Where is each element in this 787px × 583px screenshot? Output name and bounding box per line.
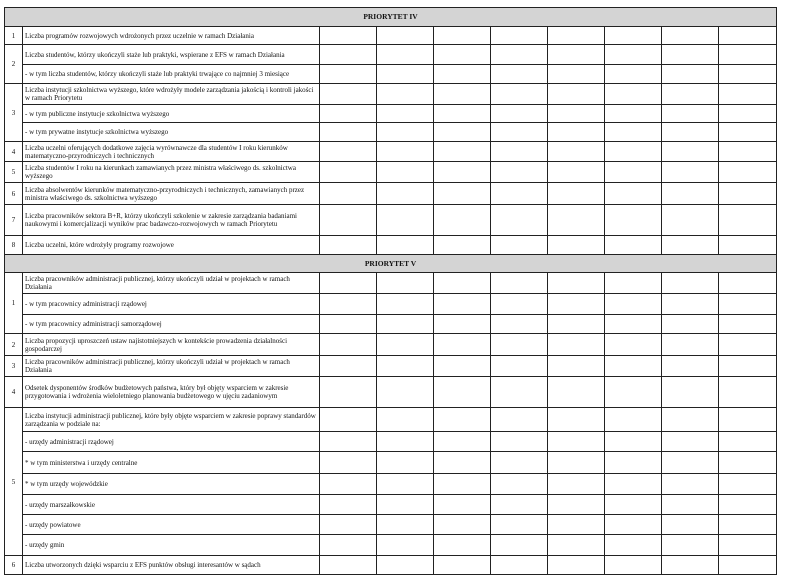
value-cell[interactable] <box>605 408 662 432</box>
indicator-subitem: - w tym pracownicy administracji samorządowej <box>23 315 320 334</box>
value-cell[interactable] <box>320 356 377 377</box>
table-row <box>5 474 777 495</box>
indicator-number: 4 <box>5 377 23 408</box>
value-cell[interactable] <box>320 65 377 84</box>
value-cell[interactable] <box>491 162 548 183</box>
value-cell[interactable] <box>548 432 605 452</box>
value-cell[interactable] <box>662 65 719 84</box>
value-cell[interactable] <box>719 495 777 515</box>
value-cell[interactable] <box>491 27 548 45</box>
value-cell[interactable] <box>377 515 434 535</box>
indicator-number: 4 <box>5 142 23 162</box>
value-cell[interactable] <box>605 452 662 474</box>
value-cell[interactable] <box>434 556 491 575</box>
value-cell[interactable] <box>434 65 491 84</box>
value-cell[interactable] <box>377 452 434 474</box>
value-cell[interactable] <box>377 356 434 377</box>
value-cell[interactable] <box>320 474 377 495</box>
value-cell[interactable] <box>320 205 377 236</box>
indicator-description: Liczba propozycji uproszczeń ustaw najistotniejszych w kontekście prowadzenia działalności gospodarczej <box>23 334 320 356</box>
table-row <box>5 452 777 474</box>
indicator-subitem: - urzędy powiatowe <box>23 515 320 535</box>
value-cell[interactable] <box>548 142 605 162</box>
value-cell[interactable] <box>605 84 662 105</box>
value-cell[interactable] <box>662 105 719 123</box>
indicator-number: 3 <box>5 356 23 377</box>
value-cell[interactable] <box>320 183 377 205</box>
value-cell[interactable] <box>605 515 662 535</box>
value-cell[interactable] <box>605 356 662 377</box>
value-cell[interactable] <box>491 515 548 535</box>
value-cell[interactable] <box>320 334 377 356</box>
value-cell[interactable] <box>434 236 491 255</box>
value-cell[interactable] <box>491 408 548 432</box>
value-cell[interactable] <box>548 123 605 142</box>
value-cell[interactable] <box>605 315 662 334</box>
value-cell[interactable] <box>662 45 719 65</box>
value-cell[interactable] <box>719 377 777 408</box>
value-cell[interactable] <box>377 432 434 452</box>
value-cell[interactable] <box>605 123 662 142</box>
value-cell[interactable] <box>548 273 605 294</box>
section-title: PRIORYTET V <box>5 255 777 273</box>
value-cell[interactable] <box>605 556 662 575</box>
indicator-subitem: - urzędy administracji rządowej <box>23 432 320 452</box>
value-cell[interactable] <box>548 452 605 474</box>
table-row <box>5 205 777 236</box>
value-cell[interactable] <box>434 474 491 495</box>
value-cell[interactable] <box>434 408 491 432</box>
value-cell[interactable] <box>320 273 377 294</box>
value-cell[interactable] <box>548 315 605 334</box>
value-cell[interactable] <box>377 105 434 123</box>
table-row <box>5 27 777 45</box>
value-cell[interactable] <box>662 123 719 142</box>
value-cell[interactable] <box>434 294 491 315</box>
value-cell[interactable] <box>605 45 662 65</box>
value-cell[interactable] <box>434 105 491 123</box>
indicator-description: Liczba uczelni, które wdrożyły programy rozwojowe <box>23 236 320 255</box>
value-cell[interactable] <box>320 27 377 45</box>
indicator-description: Liczba studentów, którzy ukończyli staże lub praktyki, wspierane z EFS w ramach Działania <box>23 45 320 65</box>
value-cell[interactable] <box>491 452 548 474</box>
value-cell[interactable] <box>662 294 719 315</box>
indicator-subitem: - w tym publiczne instytucje szkolnictwa wyższego <box>23 105 320 123</box>
table-row <box>5 142 777 162</box>
value-cell[interactable] <box>719 315 777 334</box>
value-cell[interactable] <box>662 377 719 408</box>
indicator-description: Liczba programów rozwojowych wdrożonych przez uczelnie w ramach Działania <box>23 27 320 45</box>
value-cell[interactable] <box>605 535 662 556</box>
value-cell[interactable] <box>491 432 548 452</box>
value-cell[interactable] <box>434 183 491 205</box>
value-cell[interactable] <box>377 236 434 255</box>
value-cell[interactable] <box>548 27 605 45</box>
value-cell[interactable] <box>548 105 605 123</box>
value-cell[interactable] <box>548 65 605 84</box>
value-cell[interactable] <box>719 105 777 123</box>
indicator-number: 8 <box>5 236 23 255</box>
value-cell[interactable] <box>491 334 548 356</box>
indicator-description: Liczba pracowników sektora B+R, którzy ukończyli szkolenie w zakresie zarządzania badaniami naukowymi i komercjalizacji wyników prac badawczo-rozwojowych w ramach Priorytetu <box>23 205 320 236</box>
value-cell[interactable] <box>377 334 434 356</box>
value-cell[interactable] <box>605 162 662 183</box>
value-cell[interactable] <box>491 315 548 334</box>
value-cell[interactable] <box>548 535 605 556</box>
value-cell[interactable] <box>320 45 377 65</box>
value-cell[interactable] <box>548 356 605 377</box>
value-cell[interactable] <box>662 236 719 255</box>
value-cell[interactable] <box>434 123 491 142</box>
value-cell[interactable] <box>662 183 719 205</box>
value-cell[interactable] <box>434 495 491 515</box>
value-cell[interactable] <box>548 408 605 432</box>
value-cell[interactable] <box>491 294 548 315</box>
value-cell[interactable] <box>320 515 377 535</box>
value-cell[interactable] <box>662 273 719 294</box>
indicator-description: Liczba absolwentów kierunków matematyczno-przyrodniczych i technicznych, zamawianych przez ministra właściwego ds. szkolnictwa wyższego <box>23 183 320 205</box>
value-cell[interactable] <box>548 84 605 105</box>
value-cell[interactable] <box>377 65 434 84</box>
value-cell[interactable] <box>719 535 777 556</box>
table-row <box>5 432 777 452</box>
value-cell[interactable] <box>662 162 719 183</box>
table-row <box>5 45 777 65</box>
value-cell[interactable] <box>320 535 377 556</box>
value-cell[interactable] <box>719 515 777 535</box>
value-cell[interactable] <box>377 535 434 556</box>
table-row <box>5 183 777 205</box>
section-title: PRIORYTET IV <box>5 8 777 27</box>
value-cell[interactable] <box>662 432 719 452</box>
value-cell[interactable] <box>434 515 491 535</box>
value-cell[interactable] <box>377 495 434 515</box>
value-cell[interactable] <box>320 162 377 183</box>
value-cell[interactable] <box>605 236 662 255</box>
value-cell[interactable] <box>320 236 377 255</box>
value-cell[interactable] <box>548 556 605 575</box>
value-cell[interactable] <box>320 452 377 474</box>
value-cell[interactable] <box>719 205 777 236</box>
indicator-number: 3 <box>5 84 23 142</box>
value-cell[interactable] <box>377 377 434 408</box>
indicator-description: Liczba instytucji szkolnictwa wyższego, które wdrożyły modele zarządzania jakością i kontroli jakości w ramach Priorytetu <box>23 84 320 105</box>
value-cell[interactable] <box>719 123 777 142</box>
value-cell[interactable] <box>719 162 777 183</box>
indicator-table <box>4 7 777 575</box>
section-header-row <box>5 255 777 273</box>
indicator-description: Liczba studentów I roku na kierunkach zamawianych przez ministra właściwego ds. szkolnictwa wyższego <box>23 162 320 183</box>
table-row <box>5 105 777 123</box>
value-cell[interactable] <box>548 377 605 408</box>
value-cell[interactable] <box>491 377 548 408</box>
value-cell[interactable] <box>719 432 777 452</box>
value-cell[interactable] <box>719 84 777 105</box>
table-row <box>5 377 777 408</box>
indicator-number: 5 <box>5 162 23 183</box>
value-cell[interactable] <box>605 205 662 236</box>
value-cell[interactable] <box>320 495 377 515</box>
value-cell[interactable] <box>662 27 719 45</box>
value-cell[interactable] <box>491 123 548 142</box>
value-cell[interactable] <box>377 556 434 575</box>
value-cell[interactable] <box>605 142 662 162</box>
value-cell[interactable] <box>719 556 777 575</box>
indicator-description: Liczba utworzonych dzięki wsparciu z EFS punktów obsługi interesantów w sądach <box>23 556 320 575</box>
value-cell[interactable] <box>320 408 377 432</box>
value-cell[interactable] <box>662 315 719 334</box>
indicator-number: 6 <box>5 183 23 205</box>
table-row <box>5 495 777 515</box>
table-row <box>5 273 777 294</box>
value-cell[interactable] <box>434 205 491 236</box>
value-cell[interactable] <box>548 474 605 495</box>
value-cell[interactable] <box>320 294 377 315</box>
value-cell[interactable] <box>320 315 377 334</box>
value-cell[interactable] <box>605 27 662 45</box>
value-cell[interactable] <box>662 556 719 575</box>
indicator-subitem: - urzędy marszałkowskie <box>23 495 320 515</box>
value-cell[interactable] <box>719 334 777 356</box>
value-cell[interactable] <box>605 273 662 294</box>
value-cell[interactable] <box>548 294 605 315</box>
value-cell[interactable] <box>548 162 605 183</box>
value-cell[interactable] <box>491 356 548 377</box>
table-row <box>5 123 777 142</box>
value-cell[interactable] <box>491 236 548 255</box>
value-cell[interactable] <box>377 142 434 162</box>
value-cell[interactable] <box>719 183 777 205</box>
indicator-subitem: * w tym ministerstwa i urzędy centralne <box>23 452 320 474</box>
value-cell[interactable] <box>719 408 777 432</box>
indicator-number: 1 <box>5 273 23 334</box>
value-cell[interactable] <box>548 45 605 65</box>
value-cell[interactable] <box>434 356 491 377</box>
value-cell[interactable] <box>662 408 719 432</box>
value-cell[interactable] <box>377 183 434 205</box>
table-row <box>5 334 777 356</box>
value-cell[interactable] <box>662 84 719 105</box>
value-cell[interactable] <box>605 334 662 356</box>
value-cell[interactable] <box>491 142 548 162</box>
value-cell[interactable] <box>719 142 777 162</box>
value-cell[interactable] <box>719 356 777 377</box>
value-cell[interactable] <box>377 162 434 183</box>
table-row <box>5 162 777 183</box>
value-cell[interactable] <box>320 142 377 162</box>
value-cell[interactable] <box>434 535 491 556</box>
value-cell[interactable] <box>377 205 434 236</box>
value-cell[interactable] <box>491 205 548 236</box>
value-cell[interactable] <box>548 205 605 236</box>
value-cell[interactable] <box>434 432 491 452</box>
value-cell[interactable] <box>434 162 491 183</box>
value-cell[interactable] <box>605 65 662 84</box>
value-cell[interactable] <box>491 273 548 294</box>
value-cell[interactable] <box>605 183 662 205</box>
value-cell[interactable] <box>548 236 605 255</box>
value-cell[interactable] <box>662 452 719 474</box>
table-row <box>5 556 777 575</box>
value-cell[interactable] <box>662 495 719 515</box>
value-cell[interactable] <box>548 515 605 535</box>
value-cell[interactable] <box>320 556 377 575</box>
table-row <box>5 408 777 432</box>
value-cell[interactable] <box>377 123 434 142</box>
indicator-description: Odsetek dysponentów środków budżetowych państwa, który był objęty wsparciem w zakresie przygotowania i wdrożenia wieloletniego planowania budżetowego w ujęciu zadaniowym <box>23 377 320 408</box>
indicator-description: Liczba uczelni oferujących dodatkowe zajęcia wyrównawcze dla studentów I roku kierunków matematyczno-przyrodniczych i technicznych <box>23 142 320 162</box>
value-cell[interactable] <box>377 408 434 432</box>
indicator-description: Liczba pracowników administracji publicznej, którzy ukończyli udział w projektach w ramach Działania <box>23 273 320 294</box>
indicator-subitem: - w tym prywatne instytucje szkolnictwa wyższego <box>23 123 320 142</box>
section-header-row <box>5 8 777 27</box>
value-cell[interactable] <box>377 84 434 105</box>
value-cell[interactable] <box>719 474 777 495</box>
value-cell[interactable] <box>491 495 548 515</box>
value-cell[interactable] <box>377 45 434 65</box>
value-cell[interactable] <box>491 105 548 123</box>
value-cell[interactable] <box>434 315 491 334</box>
indicator-number: 5 <box>5 408 23 556</box>
value-cell[interactable] <box>719 236 777 255</box>
value-cell[interactable] <box>491 84 548 105</box>
indicator-number: 1 <box>5 27 23 45</box>
value-cell[interactable] <box>605 105 662 123</box>
value-cell[interactable] <box>719 65 777 84</box>
value-cell[interactable] <box>320 123 377 142</box>
value-cell[interactable] <box>491 556 548 575</box>
value-cell[interactable] <box>719 45 777 65</box>
value-cell[interactable] <box>548 495 605 515</box>
value-cell[interactable] <box>377 27 434 45</box>
indicator-subitem: - w tym liczba studentów, którzy ukończyli staże lub praktyki trwające co najmniej 3 miesiące <box>23 65 320 84</box>
value-cell[interactable] <box>662 334 719 356</box>
value-cell[interactable] <box>377 294 434 315</box>
value-cell[interactable] <box>320 84 377 105</box>
table-row <box>5 315 777 334</box>
value-cell[interactable] <box>434 452 491 474</box>
indicator-subitem: * w tym urzędy wojewódzkie <box>23 474 320 495</box>
value-cell[interactable] <box>719 27 777 45</box>
value-cell[interactable] <box>491 65 548 84</box>
value-cell[interactable] <box>434 142 491 162</box>
value-cell[interactable] <box>662 515 719 535</box>
value-cell[interactable] <box>548 334 605 356</box>
value-cell[interactable] <box>377 315 434 334</box>
value-cell[interactable] <box>320 377 377 408</box>
value-cell[interactable] <box>605 474 662 495</box>
table-row <box>5 356 777 377</box>
table-row <box>5 535 777 556</box>
value-cell[interactable] <box>491 535 548 556</box>
value-cell[interactable] <box>719 294 777 315</box>
table-row <box>5 236 777 255</box>
value-cell[interactable] <box>662 142 719 162</box>
value-cell[interactable] <box>320 432 377 452</box>
indicator-number: 6 <box>5 556 23 575</box>
table-row <box>5 294 777 315</box>
value-cell[interactable] <box>377 474 434 495</box>
value-cell[interactable] <box>605 294 662 315</box>
indicator-description: Liczba instytucji administracji publicznej, które były objęte wsparciem w zakresie poprawy standardów zarządzania w podziale na: <box>23 408 320 432</box>
value-cell[interactable] <box>605 495 662 515</box>
value-cell[interactable] <box>662 356 719 377</box>
value-cell[interactable] <box>320 105 377 123</box>
value-cell[interactable] <box>434 377 491 408</box>
value-cell[interactable] <box>491 183 548 205</box>
value-cell[interactable] <box>719 452 777 474</box>
indicator-number: 2 <box>5 334 23 356</box>
table-row <box>5 515 777 535</box>
value-cell[interactable] <box>605 432 662 452</box>
value-cell[interactable] <box>662 474 719 495</box>
value-cell[interactable] <box>434 84 491 105</box>
indicator-number: 7 <box>5 205 23 236</box>
value-cell[interactable] <box>377 273 434 294</box>
table-row <box>5 65 777 84</box>
indicator-subitem: - w tym pracownicy administracji rządowej <box>23 294 320 315</box>
value-cell[interactable] <box>491 474 548 495</box>
value-cell[interactable] <box>434 45 491 65</box>
value-cell[interactable] <box>719 273 777 294</box>
value-cell[interactable] <box>662 535 719 556</box>
indicator-subitem: - urzędy gmin <box>23 535 320 556</box>
indicator-description: Liczba pracowników administracji publicznej, którzy ukończyli udział w projektach w ramach Działania <box>23 356 320 377</box>
value-cell[interactable] <box>605 377 662 408</box>
value-cell[interactable] <box>662 205 719 236</box>
indicator-number: 2 <box>5 45 23 84</box>
value-cell[interactable] <box>434 334 491 356</box>
value-cell[interactable] <box>491 45 548 65</box>
value-cell[interactable] <box>434 273 491 294</box>
value-cell[interactable] <box>434 27 491 45</box>
value-cell[interactable] <box>548 183 605 205</box>
table-row <box>5 84 777 105</box>
